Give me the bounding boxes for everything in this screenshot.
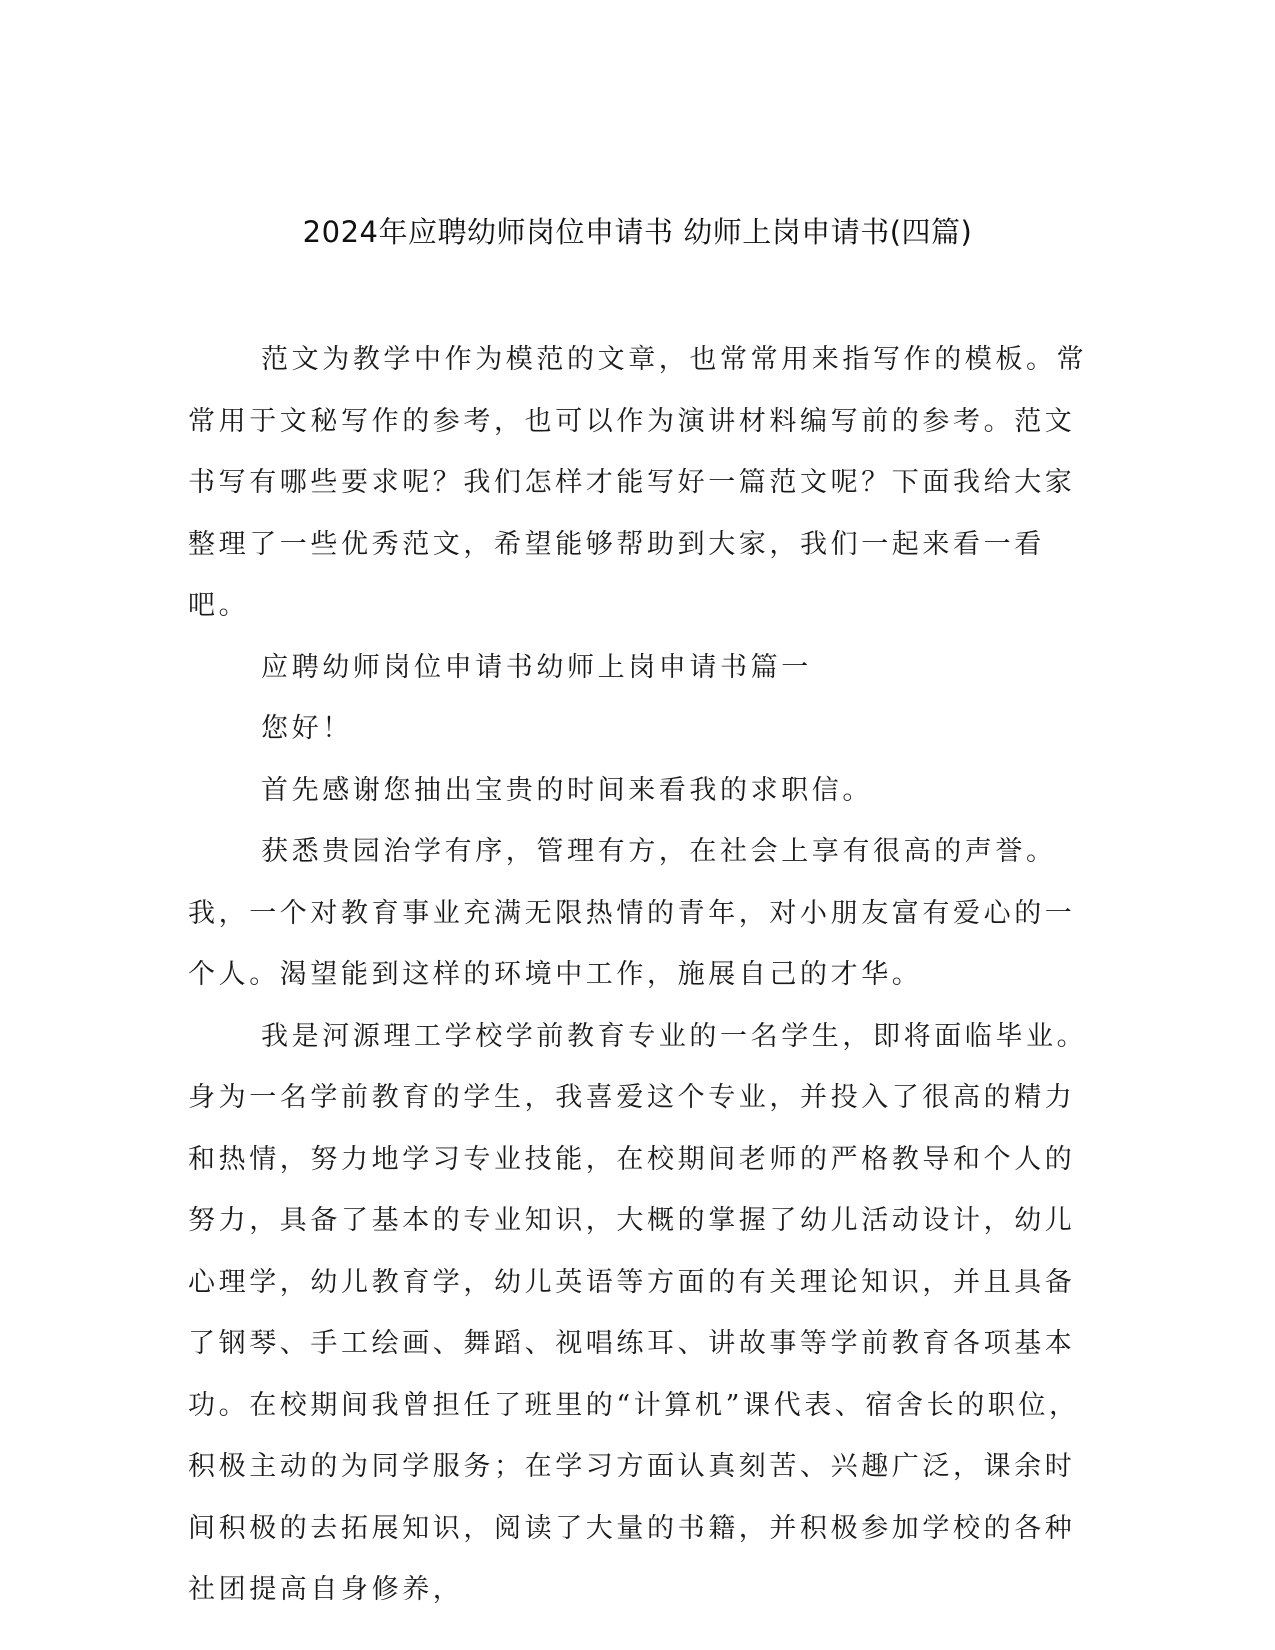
document-body xyxy=(188,329,1088,1621)
section-heading: 应聘幼师岗位申请书幼师上岗申请书篇一 xyxy=(261,651,812,683)
intro-paragraph: 范文为教学中作为模范的文章，也常常用来指写作的模板。常常用于文秘写作的参考，也可以作为演讲材料编写前的参考。范文书写有哪些要求呢？我们怎样才能写好一篇范文呢？下面我给大家整理了一些优秀范文，希望能够帮助到大家，我们一起来看一看吧。 xyxy=(188,344,1088,621)
greeting: 您好！ xyxy=(261,713,353,744)
body-paragraph: 我是河源理工学校学前教育专业的一名学生，即将面临毕业。身为一名学前教育的学生，我喜爱这个专业，并投入了很高的精力和热情，努力地学习专业技能，在校期间老师的严格教导和个人的努力，具备了基本的专业知识，大概的掌握了幼儿活动设计，幼儿心理学，幼儿教育学，幼儿英语等方面的有关理论知识，并且具备了钢琴、手工绘画、舞蹈、视唱练耳、讲故事等学前教育各项基本功。在校期间我曾担任了班里的“计算机”课代表、宿舍长的职位，积极主动的为同学服务；在学习方面认真刻苦、兴趣广泛，课余时间积极的去拓展知识，阅读了大量的书籍，并积极参加学校的各种社团提高自身修养， xyxy=(188,1020,1088,1605)
body-paragraph: 首先感谢您抽出宝贵的时间来看我的求职信。 xyxy=(261,774,873,806)
body-paragraph: 获悉贵园治学有序，管理有方，在社会上享有很高的声誉。我，一个对教育事业充满无限热情的青年，对小朋友富有爱心的一个人。渴望能到这样的环境中工作，施展自己的才华。 xyxy=(188,836,1076,990)
document-title: 2024年应聘幼师岗位申请书 幼师上岗申请书(四篇) xyxy=(302,215,973,249)
